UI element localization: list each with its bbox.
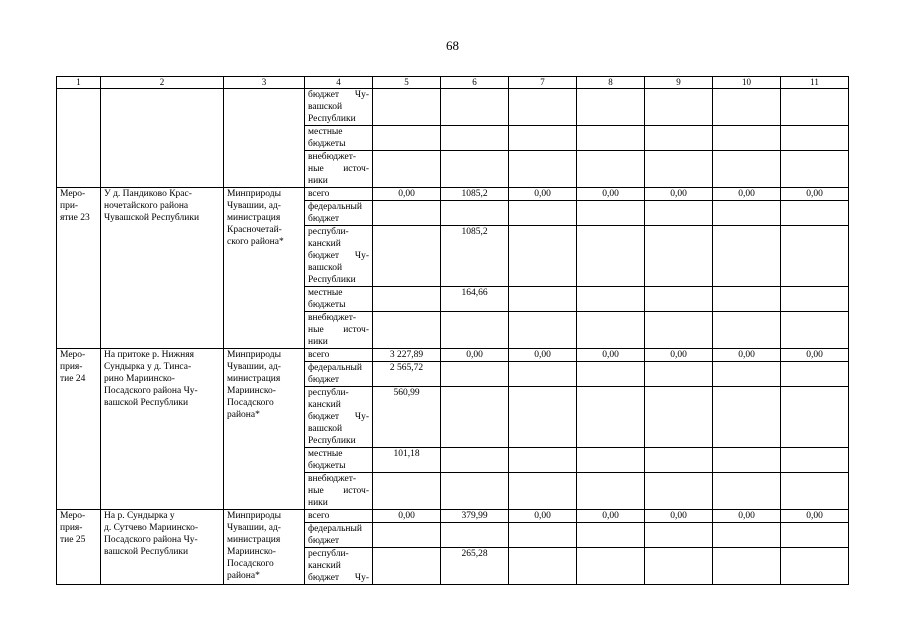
amount-cell xyxy=(441,387,509,448)
amount-cell xyxy=(781,151,849,188)
amount-cell xyxy=(509,89,577,126)
amount-cell xyxy=(577,126,645,151)
amount-cell xyxy=(373,287,441,312)
amount-cell: 379,99 xyxy=(441,510,509,523)
funding-source-cell: республи- канский бюджет Чу- xyxy=(305,548,373,585)
amount-cell: 0,00 xyxy=(509,349,577,362)
amount-cell xyxy=(781,362,849,387)
measure-code-cell: Меро- прия- тие 24 xyxy=(57,349,101,510)
amount-cell xyxy=(441,151,509,188)
amount-cell xyxy=(577,201,645,226)
amount-cell: 0,00 xyxy=(509,510,577,523)
amount-cell xyxy=(713,473,781,510)
column-header-6: 6 xyxy=(441,77,509,89)
amount-cell xyxy=(509,226,577,287)
amount-cell xyxy=(645,287,713,312)
amount-cell xyxy=(509,448,577,473)
amount-cell xyxy=(509,151,577,188)
amount-cell xyxy=(645,448,713,473)
column-number-row xyxy=(57,77,849,89)
amount-cell xyxy=(373,89,441,126)
amount-cell xyxy=(373,126,441,151)
amount-cell: 0,00 xyxy=(781,188,849,201)
amount-cell xyxy=(713,523,781,548)
amount-cell xyxy=(645,89,713,126)
column-header-4: 4 xyxy=(305,77,373,89)
page-number: 68 xyxy=(446,38,459,53)
amount-cell xyxy=(645,151,713,188)
amount-cell xyxy=(781,448,849,473)
amount-cell xyxy=(713,448,781,473)
executor-cell xyxy=(224,89,305,188)
amount-cell xyxy=(577,548,645,585)
funding-source-cell: внебюджет- ные источ- ники xyxy=(305,473,373,510)
amount-cell xyxy=(441,126,509,151)
amount-cell: 3 227,89 xyxy=(373,349,441,362)
amount-cell: 1085,2 xyxy=(441,226,509,287)
funding-table xyxy=(56,76,849,585)
amount-cell: 0,00 xyxy=(373,188,441,201)
amount-cell xyxy=(509,387,577,448)
table-row xyxy=(57,349,849,362)
amount-cell: 0,00 xyxy=(781,510,849,523)
column-header-10: 10 xyxy=(713,77,781,89)
amount-cell xyxy=(509,548,577,585)
amount-cell xyxy=(441,201,509,226)
measure-executor-cell: Минприроды Чувашии, ад- министрация Мариинско- Посадского района* xyxy=(224,510,305,585)
amount-cell: 0,00 xyxy=(781,349,849,362)
funding-source-cell: внебюджет- ные источ- ники xyxy=(305,312,373,349)
amount-cell xyxy=(645,226,713,287)
amount-cell: 0,00 xyxy=(713,188,781,201)
table-row xyxy=(57,89,849,126)
amount-cell xyxy=(781,312,849,349)
funding-source-cell: всего xyxy=(305,349,373,362)
amount-cell xyxy=(781,201,849,226)
column-header-7: 7 xyxy=(509,77,577,89)
funding-source-cell: федеральный бюджет xyxy=(305,362,373,387)
amount-cell xyxy=(577,523,645,548)
amount-cell xyxy=(645,312,713,349)
amount-cell xyxy=(441,362,509,387)
amount-cell xyxy=(373,226,441,287)
amount-cell xyxy=(577,387,645,448)
amount-cell xyxy=(713,201,781,226)
amount-cell xyxy=(781,387,849,448)
amount-cell xyxy=(441,89,509,126)
amount-cell xyxy=(441,523,509,548)
amount-cell xyxy=(577,473,645,510)
amount-cell xyxy=(509,312,577,349)
measure-name-cell: У д. Пандиково Крас- ночетайского района Чувашской Республики xyxy=(101,188,224,349)
amount-cell xyxy=(373,473,441,510)
amount-cell xyxy=(577,89,645,126)
amount-cell xyxy=(713,387,781,448)
funding-source-cell: местные бюджеты xyxy=(305,448,373,473)
amount-cell xyxy=(373,523,441,548)
funding-source-cell: всего xyxy=(305,188,373,201)
funding-source-cell: местные бюджеты xyxy=(305,287,373,312)
amount-cell: 0,00 xyxy=(713,510,781,523)
column-header-1: 1 xyxy=(57,77,101,89)
amount-cell: 0,00 xyxy=(373,510,441,523)
amount-cell xyxy=(713,126,781,151)
amount-cell: 0,00 xyxy=(645,188,713,201)
amount-cell xyxy=(645,201,713,226)
amount-cell: 0,00 xyxy=(713,349,781,362)
measure-name-cell: На р. Сундырка у д. Сутчево Мариинско- Посадского района Чу- вашской Республики xyxy=(101,510,224,585)
funding-source-cell: внебюджет- ные источ- ники xyxy=(305,151,373,188)
amount-cell xyxy=(509,362,577,387)
amount-cell xyxy=(781,473,849,510)
amount-cell xyxy=(713,287,781,312)
amount-cell xyxy=(577,362,645,387)
amount-cell xyxy=(509,126,577,151)
amount-cell xyxy=(713,89,781,126)
amount-cell: 560,99 xyxy=(373,387,441,448)
amount-cell: 0,00 xyxy=(645,349,713,362)
amount-cell xyxy=(713,151,781,188)
amount-cell xyxy=(781,226,849,287)
funding-source-cell: федеральный бюджет xyxy=(305,201,373,226)
amount-cell: 164,66 xyxy=(441,287,509,312)
amount-cell xyxy=(509,201,577,226)
amount-cell xyxy=(645,548,713,585)
name-cell xyxy=(101,89,224,188)
amount-cell xyxy=(373,312,441,349)
amount-cell xyxy=(645,387,713,448)
amount-cell xyxy=(645,473,713,510)
code-cell xyxy=(57,89,101,188)
funding-source-cell: местные бюджеты xyxy=(305,126,373,151)
amount-cell xyxy=(441,473,509,510)
column-header-5: 5 xyxy=(373,77,441,89)
amount-cell xyxy=(509,287,577,312)
measure-code-cell: Меро- при- ятие 23 xyxy=(57,188,101,349)
amount-cell xyxy=(645,126,713,151)
table-row xyxy=(57,188,849,201)
amount-cell xyxy=(781,126,849,151)
table-row xyxy=(57,510,849,523)
amount-cell xyxy=(441,448,509,473)
amount-cell xyxy=(373,548,441,585)
column-header-11: 11 xyxy=(781,77,849,89)
measure-name-cell: На притоке р. Нижняя Сундырка у д. Тинса- рино Мариинско- Посадского района Чу- вашской Республики xyxy=(101,349,224,510)
amount-cell xyxy=(781,548,849,585)
column-header-8: 8 xyxy=(577,77,645,89)
amount-cell xyxy=(713,312,781,349)
amount-cell xyxy=(781,523,849,548)
amount-cell xyxy=(373,201,441,226)
amount-cell xyxy=(577,226,645,287)
funding-source-cell: всего xyxy=(305,510,373,523)
amount-cell xyxy=(509,473,577,510)
amount-cell: 265,28 xyxy=(441,548,509,585)
measure-executor-cell: Минприроды Чувашии, ад- министрация Красночетай- ского района* xyxy=(224,188,305,349)
amount-cell xyxy=(577,448,645,473)
amount-cell: 0,00 xyxy=(509,188,577,201)
amount-cell: 0,00 xyxy=(441,349,509,362)
amount-cell xyxy=(781,89,849,126)
amount-cell xyxy=(373,151,441,188)
amount-cell xyxy=(713,226,781,287)
amount-cell xyxy=(781,287,849,312)
funding-source-cell: республи- канский бюджет Чу- вашской Республики xyxy=(305,387,373,448)
amount-cell xyxy=(441,312,509,349)
amount-cell xyxy=(713,362,781,387)
amount-cell: 0,00 xyxy=(577,510,645,523)
amount-cell: 0,00 xyxy=(577,349,645,362)
column-header-3: 3 xyxy=(224,77,305,89)
funding-source-cell: республи- канский бюджет Чу- вашской Республики xyxy=(305,226,373,287)
amount-cell: 0,00 xyxy=(577,188,645,201)
funding-source-cell: бюджет Чу- вашской Республики xyxy=(305,89,373,126)
amount-cell xyxy=(577,287,645,312)
funding-source-cell: федеральный бюджет xyxy=(305,523,373,548)
amount-cell: 101,18 xyxy=(373,448,441,473)
column-header-9: 9 xyxy=(645,77,713,89)
amount-cell: 2 565,72 xyxy=(373,362,441,387)
amount-cell xyxy=(645,523,713,548)
amount-cell xyxy=(713,548,781,585)
amount-cell xyxy=(509,523,577,548)
measure-executor-cell: Минприроды Чувашии, ад- министрация Мариинско- Посадского района* xyxy=(224,349,305,510)
amount-cell: 1085,2 xyxy=(441,188,509,201)
column-header-2: 2 xyxy=(101,77,224,89)
amount-cell xyxy=(577,151,645,188)
amount-cell: 0,00 xyxy=(645,510,713,523)
measure-code-cell: Меро- прия- тие 25 xyxy=(57,510,101,585)
amount-cell xyxy=(577,312,645,349)
amount-cell xyxy=(645,362,713,387)
